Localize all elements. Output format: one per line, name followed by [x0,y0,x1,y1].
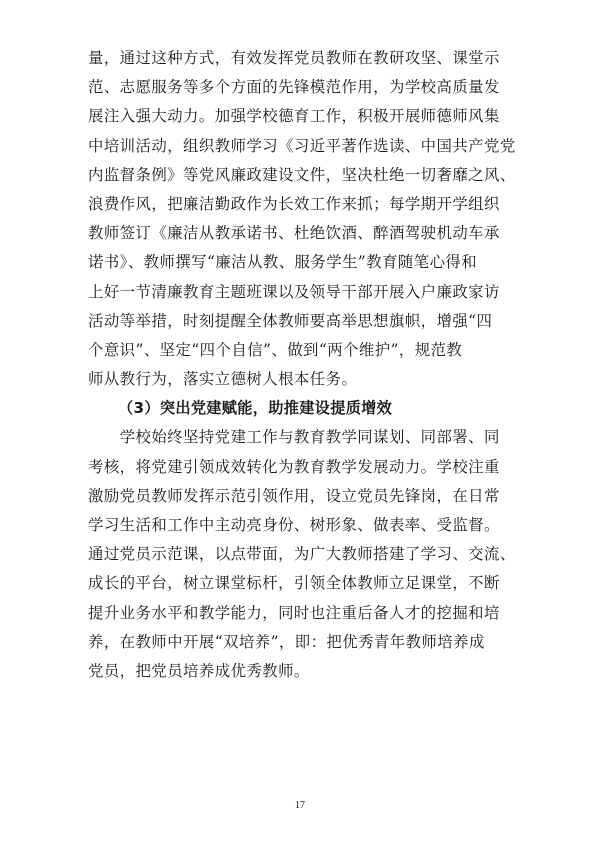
text-line: 提升业务水平和教学能力，同时也注重后备人才的挖掘和培 [88,603,500,622]
text-line: 党员，把党员培养成优秀教师。 [88,661,310,680]
text-line: 浪费作风，把廉洁勤政作为长效工作来抓；每学期开学组织 [88,194,500,213]
text-line: 展注入强大动力。加强学校德育工作，积极开展师德师风集 [88,107,500,126]
text-line: 教师签订《廉洁从教承诺书、杜绝饮酒、醉酒驾驶机动车承 [88,224,500,243]
text-line: 师从教行为，落实立德树人根本任务。 [88,370,358,389]
text-line: 诺书》、教师撰写“廉洁从教、服务学生”教育随笔心得和 [88,253,478,272]
section-heading: （3）突出党建赋能，助推建设提质增效 [118,399,393,418]
text-line: 上好一节清廉教育主题班课以及领导干部开展入户廉政家访 [88,282,500,301]
text-line: 量，通过这种方式，有效发挥党员教师在教研攻坚、课堂示 [88,49,500,67]
text-line: 个意识”、坚定“四个自信”、做到“两个维护”，规范教 [88,340,463,359]
text-line: 考核，将党建引领成效转化为教育教学发展动力。学校注重 [88,457,500,476]
body-text [88,44,516,686]
text-line: 成长的平台，树立课堂标杆，引领全体教师立足课堂，不断 [88,574,500,593]
text-line: 学习生活和工作中主动亮身份、树形象、做表率、受监督。 [88,516,500,534]
text-line: 激励党员教师发挥示范引领作用，设立党员先锋岗，在日常 [88,486,500,505]
text-line: 养，在教师中开展“双培养”，即：把优秀青年教师培养成 [88,632,485,651]
text-line: 活动等举措，时刻提醒全体教师要高举思想旗帜，增强“四 [88,311,493,330]
page-number: 17 [295,800,305,811]
text-line: 内监督条例》等党风廉政建设文件，坚决杜绝一切奢靡之风、 [88,165,516,184]
text-line: 中培训活动，组织教师学习《习近平著作选读、中国共产党党 [88,136,516,155]
text-line: 范、志愿服务等多个方面的先锋模范作用，为学校高质量发 [88,78,500,97]
text-line: 学校始终坚持党建工作与教育教学同谋划、同部署、同 [88,428,500,447]
text-line: 通过党员示范课，以点带面，为广大教师搭建了学习、交流、 [88,545,516,564]
